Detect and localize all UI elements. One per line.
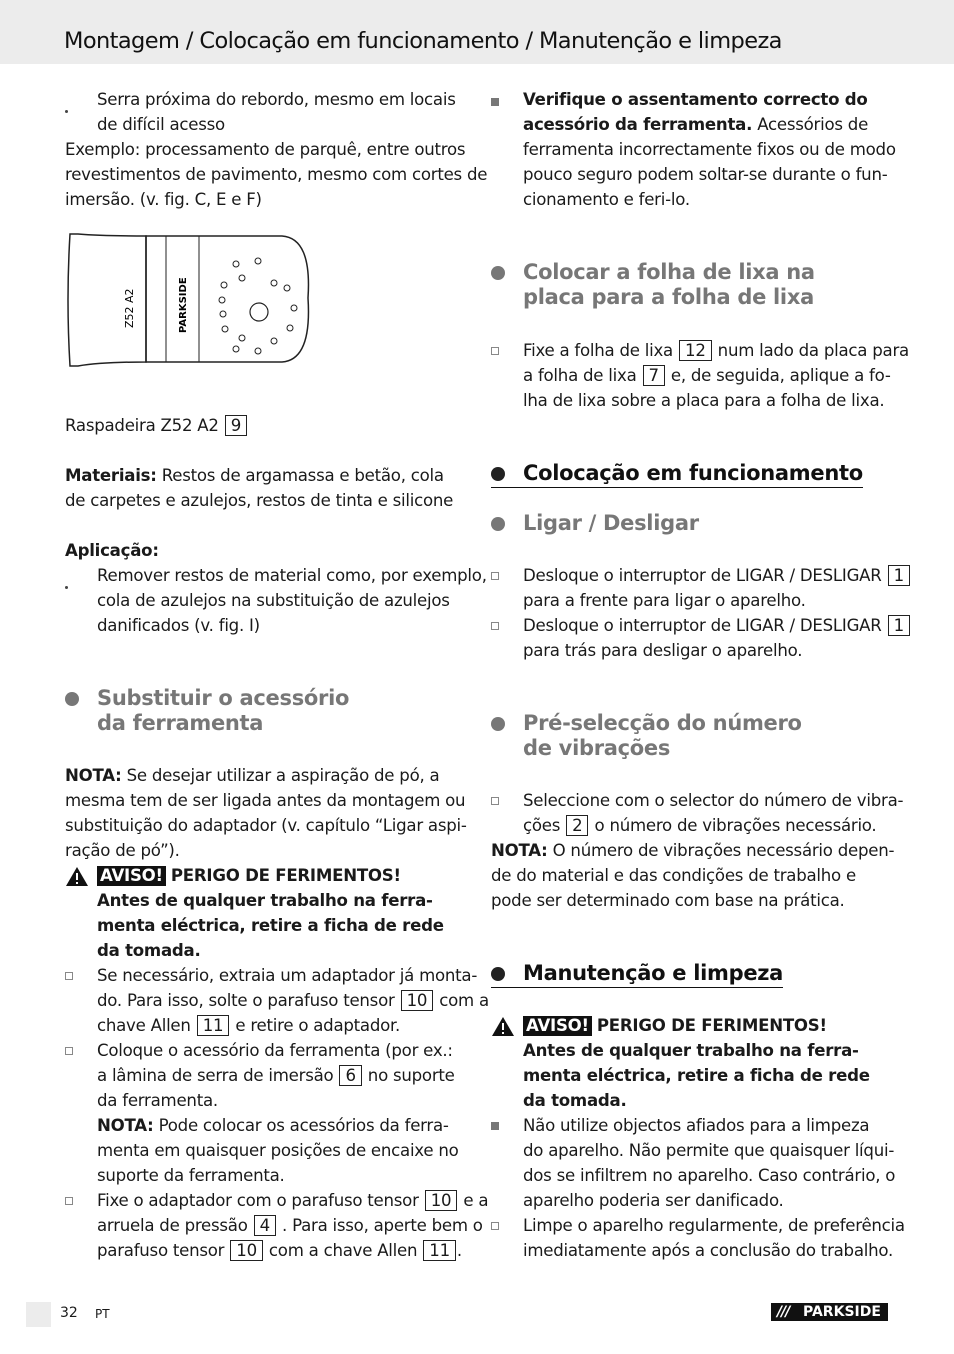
text-line: cola de azulejos na substituição de azulejos <box>97 591 450 610</box>
materials-label: Materiais: <box>65 466 157 485</box>
checkbox-bullet-icon <box>65 972 73 980</box>
text-line: Limpe o aparelho regularmente, de preferência <box>523 1216 905 1235</box>
text-line: Coloque o acessório da ferramenta (por ex.: <box>97 1041 453 1060</box>
text-line: da ferramenta. <box>97 1091 218 1110</box>
part-number-badge: 10 <box>425 1190 458 1211</box>
text-line: imediatamente após a conclusão do trabalho. <box>523 1241 894 1260</box>
section-bullet-icon <box>491 717 505 731</box>
language-code: PT <box>95 1307 110 1321</box>
text-line <box>523 112 868 137</box>
warning-triangle-icon <box>65 866 89 887</box>
text-line: de difícil acesso <box>97 115 225 134</box>
page-header <box>0 0 954 64</box>
text-line: substituição do adaptador (v. capítulo “Ligar aspi- <box>65 816 467 835</box>
text-line: suporte da ferramenta. <box>97 1166 285 1185</box>
note-line <box>65 763 439 788</box>
text-line: da tomada. <box>97 941 201 960</box>
text-line: menta eléctrica, retire a ficha de rede <box>97 916 444 935</box>
text-run: ções <box>523 816 561 835</box>
part-number-badge: 4 <box>254 1215 276 1236</box>
text-run: acessório da ferramenta. <box>523 115 753 134</box>
text-line: Antes de qualquer trabalho na ferra- <box>97 891 433 910</box>
square-bullet-icon <box>491 1122 499 1130</box>
footer-marker <box>26 1302 51 1327</box>
text-line <box>523 338 909 363</box>
text-line: lha de lixa sobre a placa para a folha de lixa. <box>523 391 885 410</box>
warning-triangle-icon <box>491 1016 515 1037</box>
text-line: da tomada. <box>523 1091 627 1110</box>
part-number-badge: 2 <box>566 815 588 836</box>
text-run: Desloque o interruptor de LIGAR / DESLIGAR <box>523 616 882 635</box>
figure-caption <box>65 413 248 438</box>
text-line: menta eléctrica, retire a ficha de rede <box>523 1066 870 1085</box>
section-bullet-icon <box>491 517 505 531</box>
text-line <box>97 1238 462 1263</box>
note-line <box>97 1113 449 1138</box>
text-line <box>97 1013 400 1038</box>
section-bullet-icon <box>491 266 505 280</box>
text-run: Fixe o adaptador com o parafuso tensor <box>97 1191 419 1210</box>
text-line <box>97 988 489 1013</box>
text-line: Serra próxima do rebordo, mesmo em locais <box>97 90 456 109</box>
page-title: Montagem / Colocação em funcionamento / Manutenção e limpeza <box>64 28 782 54</box>
text-line: pode ser determinado com base na prática. <box>491 891 845 910</box>
checkbox-bullet-icon <box>491 797 499 805</box>
checkbox-bullet-icon <box>491 572 499 580</box>
logo-slashes-icon: /// <box>777 1304 790 1320</box>
text-run: . <box>456 1241 462 1260</box>
warning-badge: AVISO! <box>97 866 166 886</box>
note-line <box>491 838 894 863</box>
text-line: Verifique o assentamento correcto do <box>523 90 868 109</box>
application-label: Aplicação: <box>65 541 159 560</box>
checkbox-bullet-icon <box>65 1197 73 1205</box>
part-number-badge: 7 <box>643 365 665 386</box>
part-number-badge: 11 <box>423 1240 456 1261</box>
text-line: para a frente para ligar o aparelho. <box>523 591 806 610</box>
text-run: com a <box>439 991 489 1010</box>
part-number-badge: 9 <box>225 415 247 436</box>
note-label: NOTA: <box>65 766 122 785</box>
warning-line <box>523 1013 827 1038</box>
page-number: 32 <box>60 1305 78 1321</box>
text-run: arruela de pressão <box>97 1216 248 1235</box>
text-line: Remover restos de material como, por exemplo, <box>97 566 487 585</box>
section-heading: Colocação em funcionamento <box>491 461 863 488</box>
text-line: Não utilize objectos afiados para a limpeza <box>523 1116 870 1135</box>
section-heading: Substituir o acessório <box>97 686 350 710</box>
text-run: no suporte <box>367 1066 455 1085</box>
text-run: o número de vibrações necessário. <box>594 816 877 835</box>
text-run: e, de seguida, aplique a fo- <box>670 366 891 385</box>
text-line <box>97 1213 483 1238</box>
part-number-badge: 1 <box>888 565 910 586</box>
list-bullet <box>65 586 68 589</box>
text-line <box>97 1188 488 1213</box>
text-run: e a <box>463 1191 489 1210</box>
section-heading: Ligar / Desligar <box>523 511 699 535</box>
text-run: . Para isso, aperte bem o <box>282 1216 483 1235</box>
text-line: pouco seguro podem soltar-se durante o fun- <box>523 165 888 184</box>
section-bullet-icon <box>65 692 79 706</box>
text-run: Se desejar utilizar a aspiração de pó, a <box>126 766 440 785</box>
checkbox-bullet-icon <box>491 347 499 355</box>
note-label: NOTA: <box>491 841 548 860</box>
text-line: aparelho poderia ser danificado. <box>523 1191 784 1210</box>
text-run: Acessórios de <box>757 115 869 134</box>
checkbox-bullet-icon <box>491 1222 499 1230</box>
materials-line <box>65 463 444 488</box>
danger-label: PERIGO DE FERIMENTOS! <box>596 1016 827 1035</box>
part-number-badge: 12 <box>679 340 712 361</box>
text-line: revestimentos de pavimento, mesmo com cortes de <box>65 165 488 184</box>
list-bullet <box>65 110 68 113</box>
text-run: Desloque o interruptor de LIGAR / DESLIGAR <box>523 566 882 585</box>
text-line <box>523 563 911 588</box>
text-run: Fixe a folha de lixa <box>523 341 673 360</box>
text-line: Antes de qualquer trabalho na ferra- <box>523 1041 859 1060</box>
square-bullet-icon <box>491 98 499 106</box>
text-line: menta em quaisquer posições de encaixe no <box>97 1141 459 1160</box>
checkbox-bullet-icon <box>65 1047 73 1055</box>
logo-text: PARKSIDE <box>803 1304 881 1320</box>
warning-badge: AVISO! <box>523 1016 592 1036</box>
text-run: a lâmina de serra de imersão <box>97 1066 334 1085</box>
figure-code-label: Z52 A2 <box>123 288 136 328</box>
text-line: imersão. (v. fig. C, E e F) <box>65 190 262 209</box>
text-line: de carpetes e azulejos, restos de tinta e silicone <box>65 491 454 510</box>
part-number-badge: 10 <box>230 1240 263 1261</box>
section-heading: da ferramenta <box>97 711 264 735</box>
figure-brand-label: PARKSIDE <box>178 277 189 333</box>
text-line: ração de pó”). <box>65 841 180 860</box>
part-number-badge: 10 <box>401 990 434 1011</box>
warning-line <box>97 863 401 888</box>
caption-text: Raspadeira Z52 A2 <box>65 416 219 435</box>
text-line: mesma tem de ser ligada antes da montagem ou <box>65 791 466 810</box>
text-run: a folha de lixa <box>523 366 637 385</box>
note-label: NOTA: <box>97 1116 154 1135</box>
text-run: do. Para isso, solte o parafuso tensor <box>97 991 395 1010</box>
text-line: do aparelho. Não permite que quaisquer líqui- <box>523 1141 895 1160</box>
scraper-blade-figure <box>62 228 312 398</box>
text-run: Restos de argamassa e betão, cola <box>161 466 444 485</box>
section-heading: placa para a folha de lixa <box>523 285 814 309</box>
text-run: Pode colocar os acessórios da ferra- <box>158 1116 449 1135</box>
text-run: parafuso tensor <box>97 1241 225 1260</box>
text-line <box>523 813 876 838</box>
text-line: Exemplo: processamento de parquê, entre outros <box>65 140 466 159</box>
text-line: Se necessário, extraia um adaptador já monta- <box>97 966 478 985</box>
section-heading: de vibrações <box>523 736 671 760</box>
text-line: de do material e das condições de trabalho e <box>491 866 856 885</box>
section-heading: Colocar a folha de lixa na <box>523 260 815 284</box>
text-line: danificados (v. fig. I) <box>97 616 260 635</box>
part-number-badge: 1 <box>888 615 910 636</box>
section-heading: Manutenção e limpeza <box>491 961 783 988</box>
text-line: para trás para desligar o aparelho. <box>523 641 803 660</box>
text-line: cionamento e feri-lo. <box>523 190 690 209</box>
text-line: dos se infiltrem no aparelho. Caso contrário, o <box>523 1166 896 1185</box>
text-line <box>523 613 911 638</box>
text-run: chave Allen <box>97 1016 191 1035</box>
text-run: com a chave Allen <box>268 1241 418 1260</box>
text-run: O número de vibrações necessário depen- <box>552 841 895 860</box>
checkbox-bullet-icon <box>491 622 499 630</box>
brand-logo <box>771 1303 888 1321</box>
text-run: num lado da placa para <box>717 341 909 360</box>
danger-label: PERIGO DE FERIMENTOS! <box>170 866 401 885</box>
text-line: Seleccione com o selector do número de vibra- <box>523 791 904 810</box>
text-line <box>97 1063 455 1088</box>
part-number-badge: 6 <box>339 1065 361 1086</box>
text-run: e retire o adaptador. <box>235 1016 401 1035</box>
text-line <box>523 363 891 388</box>
text-line: ferramenta incorrectamente fixos ou de modo <box>523 140 896 159</box>
part-number-badge: 11 <box>197 1015 230 1036</box>
section-heading: Pré-selecção do número <box>523 711 802 735</box>
